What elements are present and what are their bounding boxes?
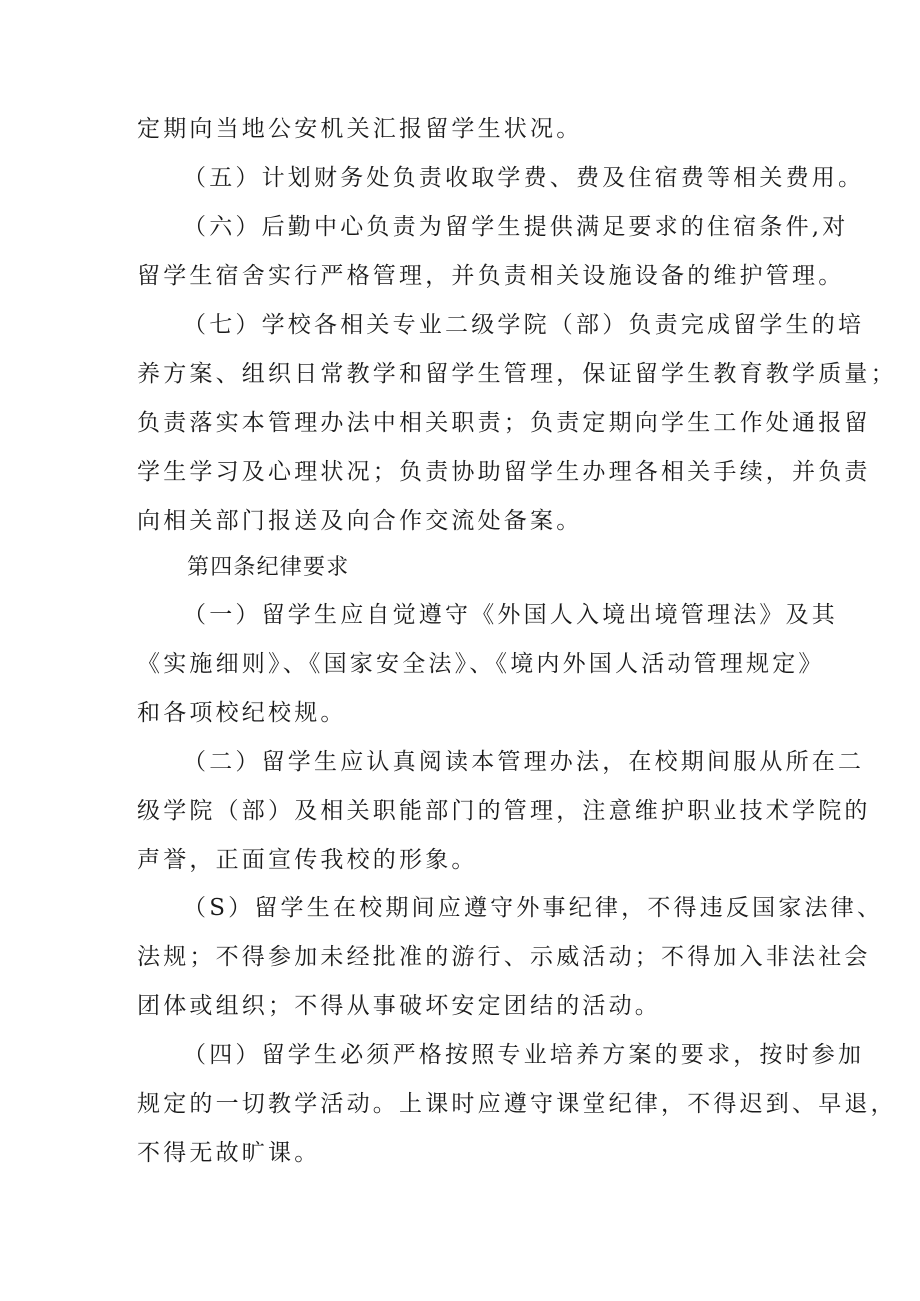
paragraph-line: （七）学校各相关专业二级学院（部）负责完成留学生的培 — [183, 312, 865, 338]
paragraph-line: 声誉，正面宣传我校的形象。 — [137, 847, 478, 873]
paragraph-line: （一）留学生应自觉遵守《外国人入境出境管理法》及其 — [183, 602, 838, 628]
paragraph-line: 团体或组织；不得从事破坏安定团结的活动。 — [137, 993, 661, 1019]
paragraph-line: 负责落实本管理办法中相关职责；负责定期向学生工作处通报留 — [137, 410, 871, 436]
paragraph-line: 《实施细则》、《国家安全法》、《境内外国人活动管理规定》 — [137, 651, 825, 677]
paragraph-line: （六）后勤中心负责为留学生提供满足要求的住宿条件,对 — [183, 214, 849, 240]
paragraph-line: （二）留学生应认真阅读本管理办法，在校期间服从所在二 — [183, 749, 865, 775]
paragraph-line: 级学院（部）及相关职能部门的管理，注意维护职业技术学院的 — [137, 798, 871, 824]
paragraph-line: 留学生宿舍实行严格管理，并负责相关设施设备的维护管理。 — [137, 263, 845, 289]
section-heading: 第四条纪律要求 — [187, 555, 350, 580]
paragraph-line: （五）计划财务处负责收取学费、费及住宿费等相关费用。 — [183, 165, 865, 191]
paragraph-line: 不得无故旷课。 — [137, 1140, 321, 1166]
paragraph-line: 和各项校纪校规。 — [137, 700, 347, 726]
paragraph-line: 向相关部门报送及向合作交流处备案。 — [137, 508, 583, 534]
paragraph-line: 学生学习及心理状况；负责协助留学生办理各相关手续，并负责 — [137, 459, 871, 485]
paragraph-line: 规定的一切教学活动。上课时应遵守课堂纪律，不得迟到、早退， — [137, 1091, 897, 1117]
paragraph-line: 法规；不得参加未经批准的游行、示威活动；不得加入非法社会 — [137, 944, 871, 970]
paragraph-line: 养方案、组织日常教学和留学生管理，保证留学生教育教学质量； — [137, 361, 897, 387]
paragraph-line: （S）留学生在校期间应遵守外事纪律，不得违反国家法律、 — [183, 895, 884, 921]
paragraph-line: （四）留学生必须严格按照专业培养方案的要求，按时参加 — [183, 1042, 865, 1068]
paragraph-line: 定期向当地公安机关汇报留学生状况。 — [137, 116, 583, 142]
